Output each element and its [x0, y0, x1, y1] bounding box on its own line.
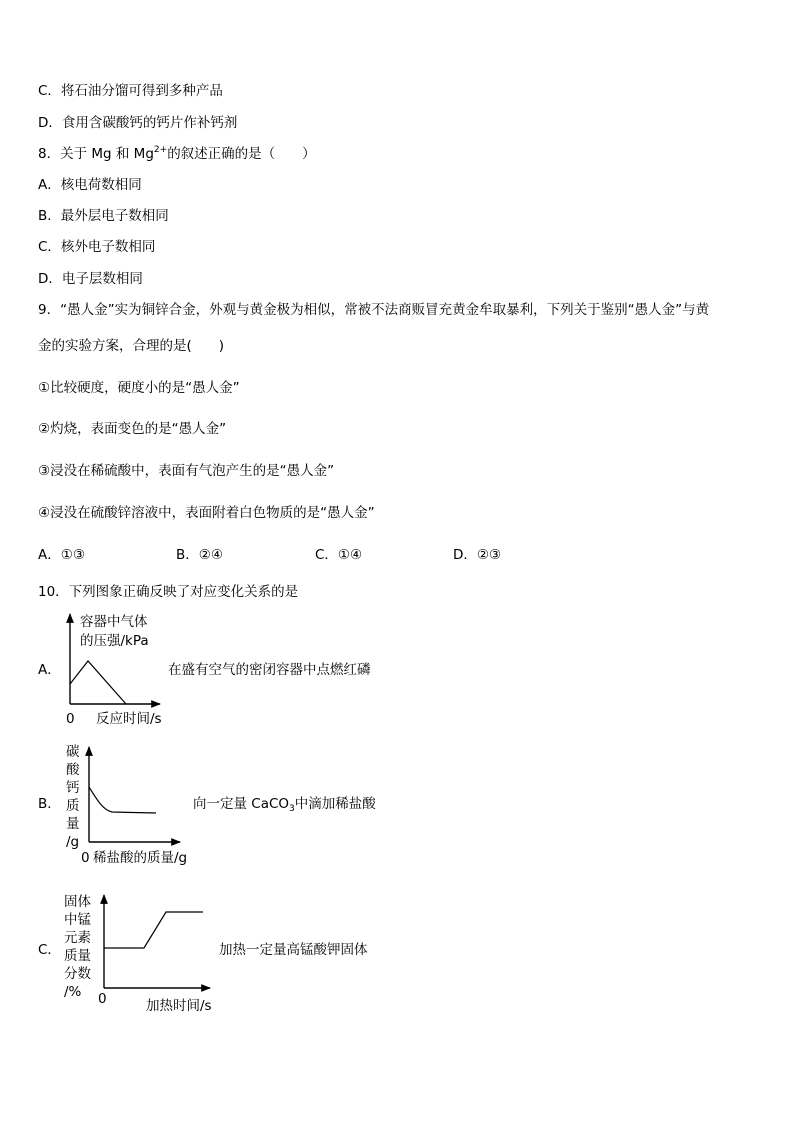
- graph-b-xlabel: 稀盐酸的质量/g: [93, 850, 188, 866]
- q9-item-4: ④浸没在硫酸锌溶液中，表面附着白色物质的是“愚人金”: [38, 505, 375, 521]
- q9-option-a: A．①③: [38, 547, 85, 563]
- graph-a-ylabel-2: 的压强/kPa: [80, 633, 149, 649]
- graph-c-ylabel-1: 固体: [64, 894, 91, 910]
- graph-b-ylabel-3: 钙: [66, 780, 80, 796]
- graph-b-ylabel-5: 量: [66, 816, 80, 832]
- graph-b-desc-prefix: 向一定量 CaCO: [193, 796, 290, 812]
- q7-option-c: C．将石油分馏可得到多种产品: [38, 83, 223, 99]
- q9-option-c: C．①④: [315, 547, 363, 563]
- graph-c-ylabel-3: 元素: [64, 930, 91, 946]
- graph-c-ylabel-6: /%: [64, 984, 82, 1000]
- q8-option-c: C．核外电子数相同: [38, 239, 156, 255]
- graph-b-desc-suffix: 中滴加稀盐酸: [294, 796, 376, 812]
- q9-stem-line1: 9．“愚人金”实为铜锌合金，外观与黄金极为相似，常被不法商贩冒充黄金牟取暴利，下列关于鉴别“愚人金”与黄: [38, 302, 710, 318]
- q8-stem-suffix: 的叙述正确的是（ ）: [167, 146, 316, 162]
- q8-stem-prefix: 8．关于 Mg 和 Mg: [38, 146, 154, 162]
- graph-a: [70, 614, 160, 704]
- q10-stem: 10．下列图象正确反映了对应变化关系的是: [38, 584, 299, 600]
- graph-b-desc-sub: 3: [289, 804, 295, 814]
- graph-a-xlabel: 反应时间/s: [96, 711, 162, 727]
- graph-b-ylabel-2: 酸: [66, 762, 80, 778]
- graph-c-origin: 0: [98, 991, 107, 1007]
- q9-option-d: D．②③: [453, 547, 502, 563]
- q8-option-a: A．核电荷数相同: [38, 177, 142, 193]
- q9-stem-line2: 金的实验方案，合理的是( ): [38, 338, 225, 354]
- graph-b-curve: [89, 787, 156, 813]
- graph-c-ylabel-2: 中锰: [64, 912, 91, 928]
- graph-c-ylabel-5: 分数: [64, 966, 91, 982]
- q8-stem-charge: 2+: [153, 145, 168, 155]
- q9-item-2: ②灼烧，表面变色的是“愚人金”: [38, 421, 227, 437]
- graph-c-description: 加热一定量高锰酸钾固体: [219, 942, 368, 958]
- graph-b: [89, 747, 180, 842]
- graph-c-ylabel-4: 质量: [64, 948, 91, 964]
- q9-item-3: ③浸没在稀硫酸中，表面有气泡产生的是“愚人金”: [38, 463, 335, 479]
- graph-c: [104, 895, 210, 988]
- graph-a-label: A．: [38, 662, 61, 678]
- q7-option-d: D．食用含碳酸钙的钙片作补钙剂: [38, 115, 238, 131]
- graph-a-origin: 0: [66, 711, 75, 727]
- q8-option-b: B．最外层电子数相同: [38, 208, 169, 224]
- graph-c-xlabel: 加热时间/s: [146, 998, 212, 1014]
- graph-b-ylabel-4: 质: [66, 798, 80, 814]
- graph-c-curve: [104, 912, 203, 948]
- graph-a-ylabel-1: 容器中气体: [80, 614, 148, 630]
- graph-b-origin: 0: [81, 850, 90, 866]
- q9-item-1: ①比较硬度，硬度小的是“愚人金”: [38, 380, 240, 396]
- q8-option-d: D．电子层数相同: [38, 271, 143, 287]
- q9-option-b: B．②④: [176, 547, 223, 563]
- graph-a-description: 在盛有空气的密闭容器中点燃红磷: [168, 662, 371, 678]
- graph-a-curve: [70, 661, 126, 704]
- graph-c-label: C．: [38, 942, 61, 958]
- graph-b-ylabel-1: 碳: [66, 744, 80, 760]
- graph-b-label: B．: [38, 796, 61, 812]
- graph-b-ylabel-6: /g: [66, 834, 80, 850]
